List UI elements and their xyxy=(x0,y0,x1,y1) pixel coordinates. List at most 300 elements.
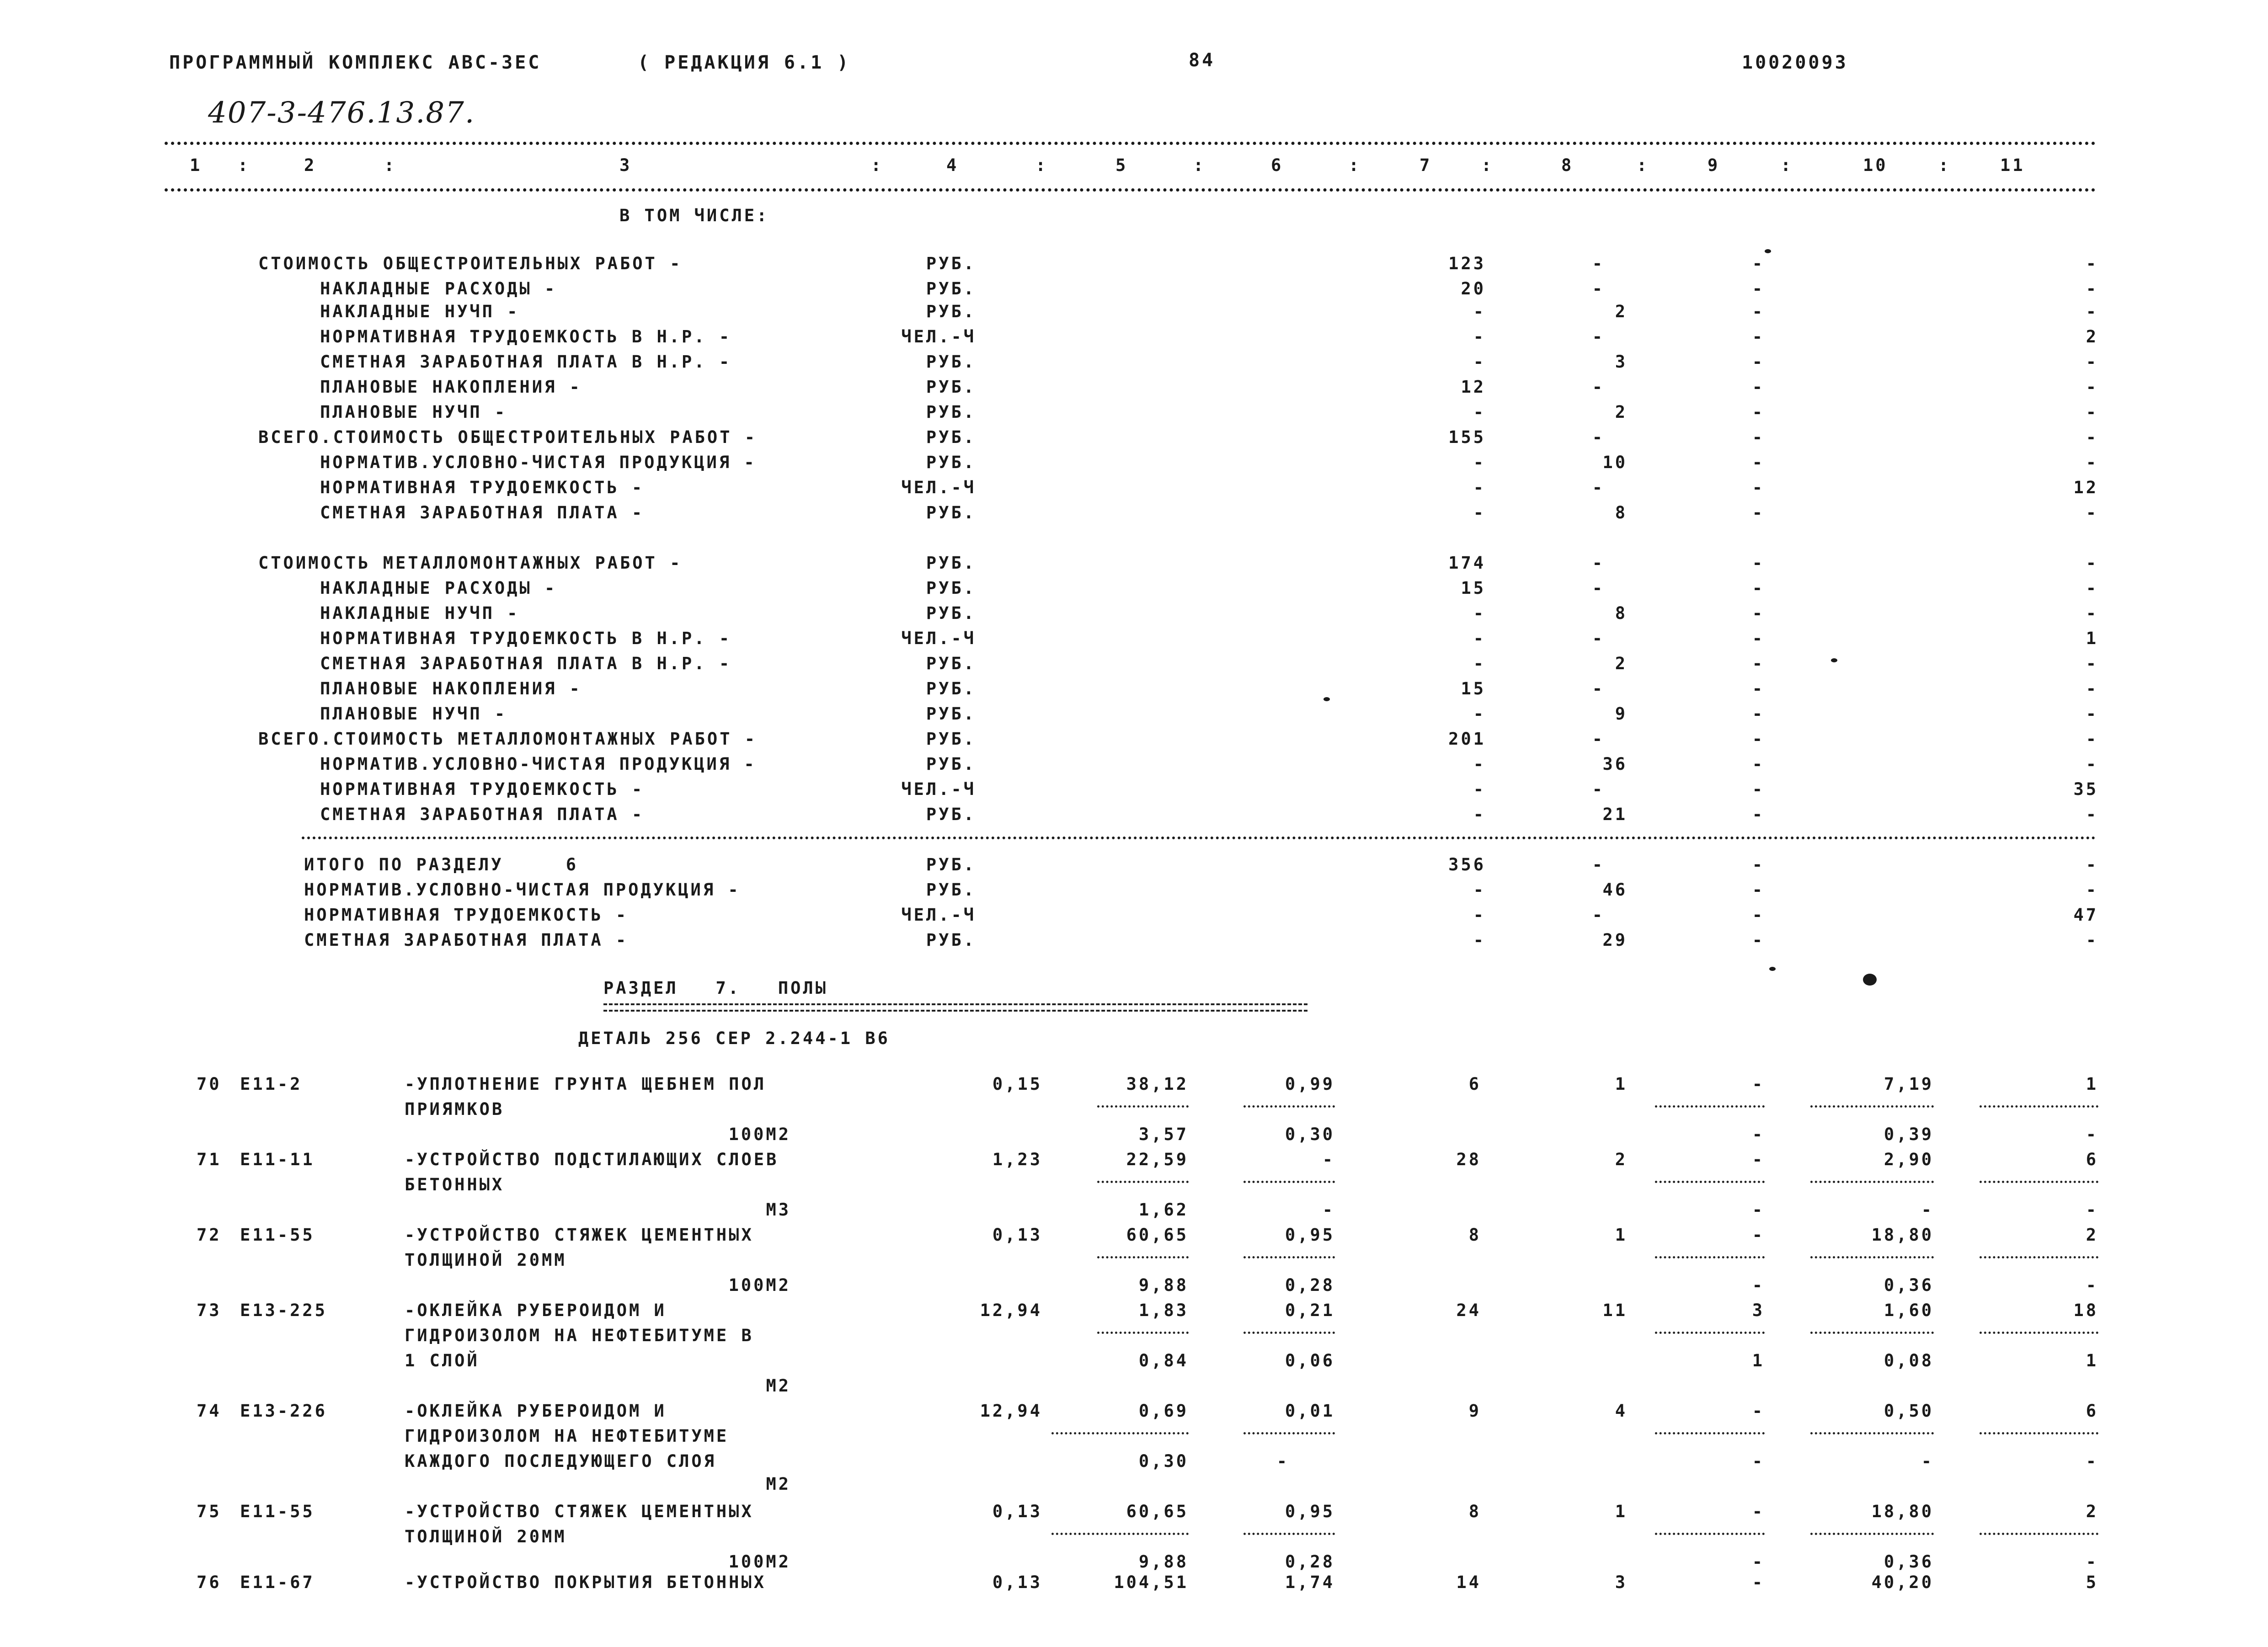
summary-unit: РУБ. xyxy=(926,654,976,673)
summary-c11: - xyxy=(2086,254,2098,273)
item-c9b: - xyxy=(1752,1552,1765,1572)
summary-c11: - xyxy=(2086,453,2098,472)
summary-c7: 15 xyxy=(1461,679,1486,698)
item-c6b: 0,28 xyxy=(1285,1552,1335,1572)
summary-unit: РУБ. xyxy=(926,427,976,447)
item-c5b: 1,62 xyxy=(1138,1200,1189,1220)
summary-label: ПЛАНОВЫЕ НУЧП - xyxy=(320,402,507,422)
summary-c11: 1 xyxy=(2086,629,2098,648)
summary-unit: ЧЕЛ.-Ч xyxy=(901,327,976,346)
item-c7: 9 xyxy=(1468,1401,1481,1421)
summary-c11: - xyxy=(2086,729,2098,749)
item-unit: 100М2 xyxy=(728,1125,791,1144)
item-c7: 8 xyxy=(1468,1502,1481,1521)
item-c5a: 60,65 xyxy=(1126,1502,1189,1521)
item-number: 71 xyxy=(197,1150,222,1169)
summary-c7: - xyxy=(1473,805,1486,824)
scan-speck xyxy=(1765,249,1771,253)
col-sep: : xyxy=(1781,155,1793,175)
item-number: 76 xyxy=(197,1572,222,1592)
summary-c7: - xyxy=(1473,603,1486,623)
summary-c8: 3 xyxy=(1615,352,1628,372)
item-c6b: - xyxy=(1276,1451,1289,1471)
summary-c9: - xyxy=(1752,779,1765,799)
item-c10a: 1,60 xyxy=(1884,1301,1934,1320)
item-c5b: 0,84 xyxy=(1138,1351,1189,1370)
summary-c11: - xyxy=(2086,805,2098,824)
item-c10a: 0,50 xyxy=(1884,1401,1934,1421)
item-c5a: 0,69 xyxy=(1138,1401,1189,1421)
item-c11b: - xyxy=(2086,1275,2098,1295)
col-num-3: 3 xyxy=(619,155,632,175)
summary-label: ПЛАНОВЫЕ НАКОПЛЕНИЯ - xyxy=(320,679,582,698)
item-c6a: - xyxy=(1322,1150,1335,1169)
item-c10b: - xyxy=(1921,1451,1934,1471)
summary-unit: РУБ. xyxy=(926,578,976,598)
item-desc: -УСТРОЙСТВО СТЯЖЕК ЦЕМЕНТНЫХ xyxy=(405,1225,754,1245)
summary-c8: 36 xyxy=(1602,754,1628,774)
item-c10a: 18,80 xyxy=(1871,1225,1934,1245)
summary-c11: 12 xyxy=(2073,478,2098,497)
summary-unit: РУБ. xyxy=(926,503,976,522)
item-c11b: - xyxy=(2086,1552,2098,1572)
item-c9a: - xyxy=(1752,1572,1765,1592)
summary-c7: - xyxy=(1473,402,1486,422)
summary-unit: РУБ. xyxy=(926,254,976,273)
header-rule-bottom xyxy=(165,188,2096,192)
totals-c9: - xyxy=(1752,905,1765,925)
item-c7: 24 xyxy=(1456,1301,1481,1320)
item-c6a: 0,99 xyxy=(1285,1074,1335,1094)
summary-label: СТОИМОСТЬ МЕТАЛЛОМОНТАЖНЫХ РАБОТ - xyxy=(258,553,683,573)
summary-label: НАКЛАДНЫЕ НУЧП - xyxy=(320,603,520,623)
program-name: ПРОГРАММНЫЙ КОМПЛЕКС АВС-ЗЕС xyxy=(169,52,542,73)
summary-c7: 174 xyxy=(1448,553,1486,573)
item-c9b: - xyxy=(1752,1125,1765,1144)
summary-c7: - xyxy=(1473,779,1486,799)
summary-c11: - xyxy=(2086,679,2098,698)
item-c6b: 0,30 xyxy=(1285,1125,1335,1144)
item-code: Е13-226 xyxy=(240,1401,327,1421)
item-number: 74 xyxy=(197,1401,222,1421)
item-c9a: - xyxy=(1752,1074,1765,1094)
item-c11a: 18 xyxy=(2073,1301,2098,1320)
item-c6a: 0,95 xyxy=(1285,1225,1335,1245)
item-desc: -УСТРОЙСТВО ПОКРЫТИЯ БЕТОННЫХ xyxy=(405,1572,767,1592)
summary-c8: - xyxy=(1592,427,1605,447)
scan-speck xyxy=(1323,697,1330,701)
item-c8: 11 xyxy=(1602,1301,1628,1320)
item-c5b: 9,88 xyxy=(1138,1552,1189,1572)
item-c5b: 0,30 xyxy=(1138,1451,1189,1471)
summary-unit: РУБ. xyxy=(926,729,976,749)
item-c5b: 9,88 xyxy=(1138,1275,1189,1295)
item-c6b: 0,28 xyxy=(1285,1275,1335,1295)
summary-c7: - xyxy=(1473,654,1486,673)
totals-label: ИТОГО ПО РАЗДЕЛУ 6 xyxy=(304,855,579,874)
summary-c9: - xyxy=(1752,805,1765,824)
summary-c7: - xyxy=(1473,503,1486,522)
item-desc: ПРИЯМКОВ xyxy=(405,1099,505,1119)
item-qty: 1,23 xyxy=(992,1150,1042,1169)
summary-label: СМЕТНАЯ ЗАРАБОТНАЯ ПЛАТА - xyxy=(320,503,645,522)
summary-c8: - xyxy=(1592,679,1605,698)
summary-c11: - xyxy=(2086,402,2098,422)
summary-unit: РУБ. xyxy=(926,553,976,573)
summary-c7: - xyxy=(1473,352,1486,372)
totals-c11: - xyxy=(2086,930,2098,950)
summary-label: СМЕТНАЯ ЗАРАБОТНАЯ ПЛАТА В Н.Р. - xyxy=(320,352,732,372)
totals-c7: - xyxy=(1473,880,1486,900)
summary-c8: 2 xyxy=(1615,654,1628,673)
item-c8: 4 xyxy=(1615,1401,1628,1421)
summary-c8: 2 xyxy=(1615,402,1628,422)
item-c10b: 0,08 xyxy=(1884,1351,1934,1370)
item-c10b: - xyxy=(1921,1200,1934,1220)
col-sep: : xyxy=(1637,155,1649,175)
item-c6a: 1,74 xyxy=(1285,1572,1335,1592)
header-rule-top xyxy=(165,142,2096,145)
summary-c8: - xyxy=(1592,553,1605,573)
item-code: Е11-11 xyxy=(240,1150,315,1169)
item-c11a: 2 xyxy=(2086,1225,2098,1245)
item-c5a: 104,51 xyxy=(1114,1572,1189,1592)
summary-c11: - xyxy=(2086,553,2098,573)
summary-label: НАКЛАДНЫЕ НУЧП - xyxy=(320,302,520,321)
summary-unit: РУБ. xyxy=(926,453,976,472)
summary-c9: - xyxy=(1752,603,1765,623)
summary-c7: - xyxy=(1473,327,1486,346)
summary-c9: - xyxy=(1752,453,1765,472)
totals-c9: - xyxy=(1752,930,1765,950)
section-title-underline xyxy=(603,1003,1307,1012)
summary-unit: РУБ. xyxy=(926,377,976,397)
totals-c7: 356 xyxy=(1448,855,1486,874)
summary-unit: РУБ. xyxy=(926,704,976,724)
summary-c8: - xyxy=(1592,478,1605,497)
item-c6a: 0,21 xyxy=(1285,1301,1335,1320)
summary-label: НОРМАТИВНАЯ ТРУДОЕМКОСТЬ - xyxy=(320,478,645,497)
summary-unit: ЧЕЛ.-Ч xyxy=(901,478,976,497)
summary-c9: - xyxy=(1752,704,1765,724)
scan-blot xyxy=(1863,974,1877,986)
summary-c8: 8 xyxy=(1615,603,1628,623)
item-unit: М3 xyxy=(766,1200,791,1220)
summary-unit: ЧЕЛ.-Ч xyxy=(901,629,976,648)
item-qty: 12,94 xyxy=(980,1401,1042,1421)
summary-c11: 2 xyxy=(2086,327,2098,346)
item-c7: 6 xyxy=(1468,1074,1481,1094)
item-c11b: 1 xyxy=(2086,1351,2098,1370)
item-c8: 1 xyxy=(1615,1225,1628,1245)
item-c10b: 0,39 xyxy=(1884,1125,1934,1144)
summary-c7: 201 xyxy=(1448,729,1486,749)
summary-c9: - xyxy=(1752,352,1765,372)
item-c7: 8 xyxy=(1468,1225,1481,1245)
summary-unit: РУБ. xyxy=(926,279,976,298)
summary-label: НОРМАТИВНАЯ ТРУДОЕМКОСТЬ - xyxy=(320,779,645,799)
totals-unit: ЧЕЛ.-Ч xyxy=(901,905,976,925)
col-sep: : xyxy=(1193,155,1206,175)
summary-label: СМЕТНАЯ ЗАРАБОТНАЯ ПЛАТА В Н.Р. - xyxy=(320,654,732,673)
item-c5a: 38,12 xyxy=(1126,1074,1189,1094)
item-c6b: 0,06 xyxy=(1285,1351,1335,1370)
item-c10a: 2,90 xyxy=(1884,1150,1934,1169)
summary-c11: - xyxy=(2086,427,2098,447)
item-number: 73 xyxy=(197,1301,222,1320)
section-heading: В ТОМ ЧИСЛЕ: xyxy=(619,206,769,225)
item-number: 70 xyxy=(197,1074,222,1094)
summary-c8: - xyxy=(1592,377,1605,397)
summary-c11: - xyxy=(2086,377,2098,397)
summary-c11: - xyxy=(2086,302,2098,321)
item-c10b: 0,36 xyxy=(1884,1275,1934,1295)
item-desc: -ОКЛЕЙКА РУБЕРОИДОМ И xyxy=(405,1301,667,1320)
item-c11a: 6 xyxy=(2086,1401,2098,1421)
item-code: Е11-67 xyxy=(240,1572,315,1592)
item-c9b: - xyxy=(1752,1200,1765,1220)
item-code: Е11-55 xyxy=(240,1225,315,1245)
col-num-4: 4 xyxy=(946,155,959,175)
summary-unit: РУБ. xyxy=(926,805,976,824)
item-c11a: 5 xyxy=(2086,1572,2098,1592)
col-num-7: 7 xyxy=(1420,155,1432,175)
item-c6a: 0,01 xyxy=(1285,1401,1335,1421)
item-c5a: 22,59 xyxy=(1126,1150,1189,1169)
summary-label: НАКЛАДНЫЕ РАСХОДЫ - xyxy=(320,279,557,298)
item-c8: 3 xyxy=(1615,1572,1628,1592)
summary-c7: - xyxy=(1473,704,1486,724)
totals-unit: РУБ. xyxy=(926,930,976,950)
totals-c7: - xyxy=(1473,930,1486,950)
col-num-6: 6 xyxy=(1271,155,1284,175)
summary-c11: - xyxy=(2086,503,2098,522)
item-c6b: - xyxy=(1322,1200,1335,1220)
detail-reference: ДЕТАЛЬ 256 СЕР 2.244-1 В6 xyxy=(578,1029,890,1048)
summary-c9: - xyxy=(1752,279,1765,298)
summary-label: СМЕТНАЯ ЗАРАБОТНАЯ ПЛАТА - xyxy=(320,805,645,824)
summary-c7: 15 xyxy=(1461,578,1486,598)
item-c11a: 1 xyxy=(2086,1074,2098,1094)
summary-c8: - xyxy=(1592,254,1605,273)
totals-c8: - xyxy=(1592,905,1605,925)
summary-c7: - xyxy=(1473,453,1486,472)
totals-c11: - xyxy=(2086,880,2098,900)
item-c10a: 18,80 xyxy=(1871,1502,1934,1521)
item-desc: ГИДРОИЗОЛОМ НА НЕФТЕБИТУМЕ В xyxy=(405,1326,754,1345)
item-c11b: - xyxy=(2086,1200,2098,1220)
col-num-11: 11 xyxy=(2000,155,2025,175)
summary-c8: - xyxy=(1592,779,1605,799)
col-sep: : xyxy=(1349,155,1361,175)
summary-unit: РУБ. xyxy=(926,754,976,774)
item-desc: -УСТРОЙСТВО ПОДСТИЛАЮЩИХ СЛОЕВ xyxy=(405,1150,779,1169)
item-c10b: 0,36 xyxy=(1884,1552,1934,1572)
totals-c8: 46 xyxy=(1602,880,1628,900)
item-c9b: 1 xyxy=(1752,1351,1765,1370)
col-num-1: 1 xyxy=(190,155,203,175)
totals-label: НОРМАТИВ.УСЛОВНО-ЧИСТАЯ ПРОДУКЦИЯ - xyxy=(304,880,741,900)
summary-c9: - xyxy=(1752,553,1765,573)
col-sep: : xyxy=(1035,155,1048,175)
summary-c8: - xyxy=(1592,279,1605,298)
summary-c9: - xyxy=(1752,478,1765,497)
item-c11b: - xyxy=(2086,1125,2098,1144)
summary-c9: - xyxy=(1752,427,1765,447)
page-number: 84 xyxy=(1189,50,1216,71)
item-desc: -УСТРОЙСТВО СТЯЖЕК ЦЕМЕНТНЫХ xyxy=(405,1502,754,1521)
summary-c9: - xyxy=(1752,654,1765,673)
summary-c8: - xyxy=(1592,578,1605,598)
totals-c7: - xyxy=(1473,905,1486,925)
summary-label: НОРМАТИВНАЯ ТРУДОЕМКОСТЬ В Н.Р. - xyxy=(320,629,732,648)
summary-label: НАКЛАДНЫЕ РАСХОДЫ - xyxy=(320,578,557,598)
summary-c9: - xyxy=(1752,578,1765,598)
totals-c8: 29 xyxy=(1602,930,1628,950)
summary-c8: - xyxy=(1592,629,1605,648)
item-c9b: - xyxy=(1752,1451,1765,1471)
summary-unit: РУБ. xyxy=(926,402,976,422)
col-num-8: 8 xyxy=(1561,155,1574,175)
summary-c9: - xyxy=(1752,302,1765,321)
item-code: Е11-2 xyxy=(240,1074,303,1094)
summary-c7: 155 xyxy=(1448,427,1486,447)
summary-label: СТОИМОСТЬ ОБЩЕСТРОИТЕЛЬНЫХ РАБОТ - xyxy=(258,254,683,273)
col-sep: : xyxy=(1481,155,1494,175)
summary-c8: - xyxy=(1592,729,1605,749)
item-c8: 2 xyxy=(1615,1150,1628,1169)
summary-c9: - xyxy=(1752,503,1765,522)
item-c5b: 3,57 xyxy=(1138,1125,1189,1144)
item-c11a: 2 xyxy=(2086,1502,2098,1521)
item-code: Е13-225 xyxy=(240,1301,327,1320)
summary-c11: 35 xyxy=(2073,779,2098,799)
item-unit: 100М2 xyxy=(728,1275,791,1295)
totals-c8: - xyxy=(1592,855,1605,874)
col-num-5: 5 xyxy=(1115,155,1128,175)
item-c11a: 6 xyxy=(2086,1150,2098,1169)
scan-speck xyxy=(1769,967,1776,971)
summary-label: ПЛАНОВЫЕ НАКОПЛЕНИЯ - xyxy=(320,377,582,397)
summary-label: ВСЕГО.СТОИМОСТЬ МЕТАЛЛОМОНТАЖНЫХ РАБОТ - xyxy=(258,729,758,749)
totals-c11: - xyxy=(2086,855,2098,874)
summary-label: НОРМАТИВ.УСЛОВНО-ЧИСТАЯ ПРОДУКЦИЯ - xyxy=(320,754,757,774)
summary-unit: РУБ. xyxy=(926,352,976,372)
summary-c9: - xyxy=(1752,679,1765,698)
scan-speck xyxy=(1831,658,1837,662)
totals-c11: 47 xyxy=(2073,905,2098,925)
summary-c9: - xyxy=(1752,729,1765,749)
summary-c8: 9 xyxy=(1615,704,1628,724)
item-qty: 0,13 xyxy=(992,1225,1042,1245)
col-num-2: 2 xyxy=(304,155,317,175)
item-c8: 1 xyxy=(1615,1074,1628,1094)
item-desc: -ОКЛЕЙКА РУБЕРОИДОМ И xyxy=(405,1401,667,1421)
summary-label: НОРМАТИВНАЯ ТРУДОЕМКОСТЬ В Н.Р. - xyxy=(320,327,732,346)
summary-c9: - xyxy=(1752,402,1765,422)
col-num-10: 10 xyxy=(1863,155,1888,175)
item-desc: ГИДРОИЗОЛОМ НА НЕФТЕБИТУМЕ xyxy=(405,1426,729,1446)
summary-c9: - xyxy=(1752,754,1765,774)
item-c10a: 7,19 xyxy=(1884,1074,1934,1094)
summary-c8: 10 xyxy=(1602,453,1628,472)
totals-c9: - xyxy=(1752,880,1765,900)
item-unit: М2 xyxy=(766,1474,791,1494)
totals-c9: - xyxy=(1752,855,1765,874)
item-unit: 100М2 xyxy=(728,1552,791,1572)
item-c11b: - xyxy=(2086,1451,2098,1471)
item-c5a: 60,65 xyxy=(1126,1225,1189,1245)
item-desc: ТОЛЩИНОЙ 20ММ xyxy=(405,1250,567,1270)
summary-c11: - xyxy=(2086,578,2098,598)
summary-c7: - xyxy=(1473,754,1486,774)
col-sep: : xyxy=(238,155,251,175)
summary-c8: 21 xyxy=(1602,805,1628,824)
summary-c11: - xyxy=(2086,754,2098,774)
summary-label: НОРМАТИВ.УСЛОВНО-ЧИСТАЯ ПРОДУКЦИЯ - xyxy=(320,453,757,472)
item-desc: ТОЛЩИНОЙ 20ММ xyxy=(405,1527,567,1546)
item-c6a: 0,95 xyxy=(1285,1502,1335,1521)
item-number: 72 xyxy=(197,1225,222,1245)
col-sep: : xyxy=(1938,155,1951,175)
item-qty: 0,13 xyxy=(992,1572,1042,1592)
summary-label: ПЛАНОВЫЕ НУЧП - xyxy=(320,704,507,724)
summary-unit: РУБ. xyxy=(926,302,976,321)
item-qty: 0,15 xyxy=(992,1074,1042,1094)
item-code: Е11-55 xyxy=(240,1502,315,1521)
totals-label: НОРМАТИВНАЯ ТРУДОЕМКОСТЬ - xyxy=(304,905,629,925)
document-number: 10020093 xyxy=(1742,52,1848,73)
item-c9b: - xyxy=(1752,1275,1765,1295)
item-desc: БЕТОННЫХ xyxy=(405,1175,505,1194)
summary-label: ВСЕГО.СТОИМОСТЬ ОБЩЕСТРОИТЕЛЬНЫХ РАБОТ - xyxy=(258,427,758,447)
section-title: РАЗДЕЛ 7. ПОЛЫ xyxy=(603,978,828,998)
item-desc: 1 СЛОЙ xyxy=(405,1351,480,1370)
summary-c9: - xyxy=(1752,629,1765,648)
summary-c11: - xyxy=(2086,654,2098,673)
col-num-9: 9 xyxy=(1708,155,1720,175)
summary-c11: - xyxy=(2086,603,2098,623)
summary-c7: - xyxy=(1473,629,1486,648)
item-c9a: - xyxy=(1752,1225,1765,1245)
item-unit: М2 xyxy=(766,1376,791,1396)
edition: ( РЕДАКЦИЯ 6.1 ) xyxy=(638,52,851,73)
col-sep: : xyxy=(871,155,884,175)
item-qty: 12,94 xyxy=(980,1301,1042,1320)
summary-c11: - xyxy=(2086,704,2098,724)
summary-c8: 2 xyxy=(1615,302,1628,321)
summary-unit: ЧЕЛ.-Ч xyxy=(901,779,976,799)
summary-c7: - xyxy=(1473,478,1486,497)
summary-c11: - xyxy=(2086,352,2098,372)
item-c8: 1 xyxy=(1615,1502,1628,1521)
summary-c7: 20 xyxy=(1461,279,1486,298)
totals-unit: РУБ. xyxy=(926,880,976,900)
summary-c7: 123 xyxy=(1448,254,1486,273)
summary-c7: - xyxy=(1473,302,1486,321)
handwritten-designation: 407-3-476.13.87. xyxy=(208,96,475,130)
totals-unit: РУБ. xyxy=(926,855,976,874)
item-c9a: - xyxy=(1752,1401,1765,1421)
item-c7: 14 xyxy=(1456,1572,1481,1592)
summary-c9: - xyxy=(1752,327,1765,346)
item-c7: 28 xyxy=(1456,1150,1481,1169)
summary-c7: 12 xyxy=(1461,377,1486,397)
summary-c9: - xyxy=(1752,254,1765,273)
totals-label: СМЕТНАЯ ЗАРАБОТНАЯ ПЛАТА - xyxy=(304,930,629,950)
col-sep: : xyxy=(384,155,397,175)
item-desc: -УПЛОТНЕНИЕ ГРУНТА ЩЕБНЕМ ПОЛ xyxy=(405,1074,767,1094)
